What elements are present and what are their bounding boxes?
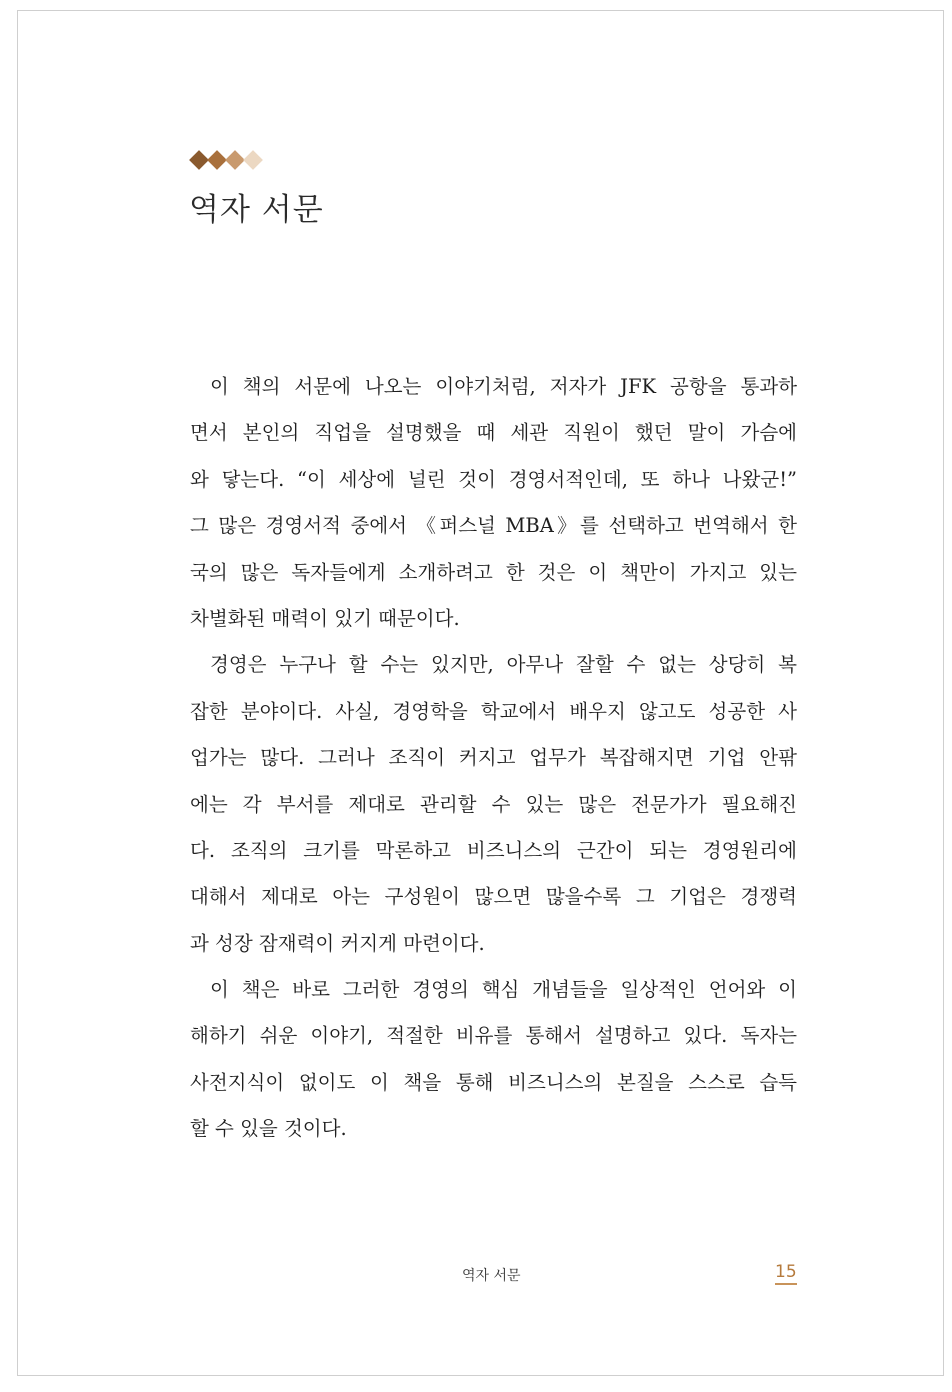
body-text: [190, 372, 797, 1161]
text-line: 잡한 분야이다. 사실, 경영학을 학교에서 배우지 않고도 성공한 사: [190, 699, 797, 723]
diamond-ornament-icon: [190, 150, 270, 172]
diamond-2: [207, 150, 227, 170]
text-line: 할 수 있을 것이다.: [190, 1117, 347, 1141]
chapter-title: 역자 서문: [189, 192, 324, 228]
text-line: 대해서 제대로 아는 구성원이 많으면 많을수록 그 기업은 경쟁력: [190, 885, 797, 909]
diamond-3: [225, 150, 245, 170]
text-line: 면서 본인의 직업을 설명했을 때 세관 직원이 했던 말이 가슴에: [190, 421, 797, 445]
text-line: 에는 각 부서를 제대로 관리할 수 있는 많은 전문가가 필요해진: [190, 792, 797, 816]
text-line: 과 성장 잠재력이 커지게 마련이다.: [190, 931, 485, 955]
text-line: 국의 많은 독자들에게 소개하려고 한 것은 이 책만이 가지고 있는: [190, 560, 797, 584]
diamond-4: [243, 150, 263, 170]
text-line: 차별화된 매력이 있기 때문이다.: [190, 606, 460, 630]
text-line: 경영은 누구나 할 수는 있지만, 아무나 잘할 수 없는 상당히 복: [210, 653, 797, 677]
running-title: 역자 서문: [462, 1268, 521, 1284]
text-line: 다. 조직의 크기를 막론하고 비즈니스의 근간이 되는 경영원리에: [190, 838, 797, 862]
page-number: 15: [775, 1262, 797, 1285]
text-line: 이 책은 바로 그러한 경영의 핵심 개념들을 일상적인 언어와 이: [210, 978, 797, 1002]
text-line: 이 책의 서문에 나오는 이야기처럼, 저자가 JFK 공항을 통과하: [210, 375, 797, 398]
text-line: 업가는 많다. 그러나 조직이 커지고 업무가 복잡해지면 기업 안팎: [190, 746, 797, 770]
text-line: 그 많은 경영서적 중에서 《퍼스널 MBA》를 선택하고 번역해서 한: [190, 514, 797, 538]
diamond-1: [189, 150, 209, 170]
text-line: 와 닿는다. “이 세상에 널린 것이 경영서적인데, 또 하나 나왔군!”: [190, 467, 797, 491]
text-line: 해하기 쉬운 이야기, 적절한 비유를 통해서 설명하고 있다. 독자는: [190, 1024, 797, 1048]
text-line: 사전지식이 없이도 이 책을 통해 비즈니스의 본질을 스스로 습득: [190, 1070, 797, 1094]
